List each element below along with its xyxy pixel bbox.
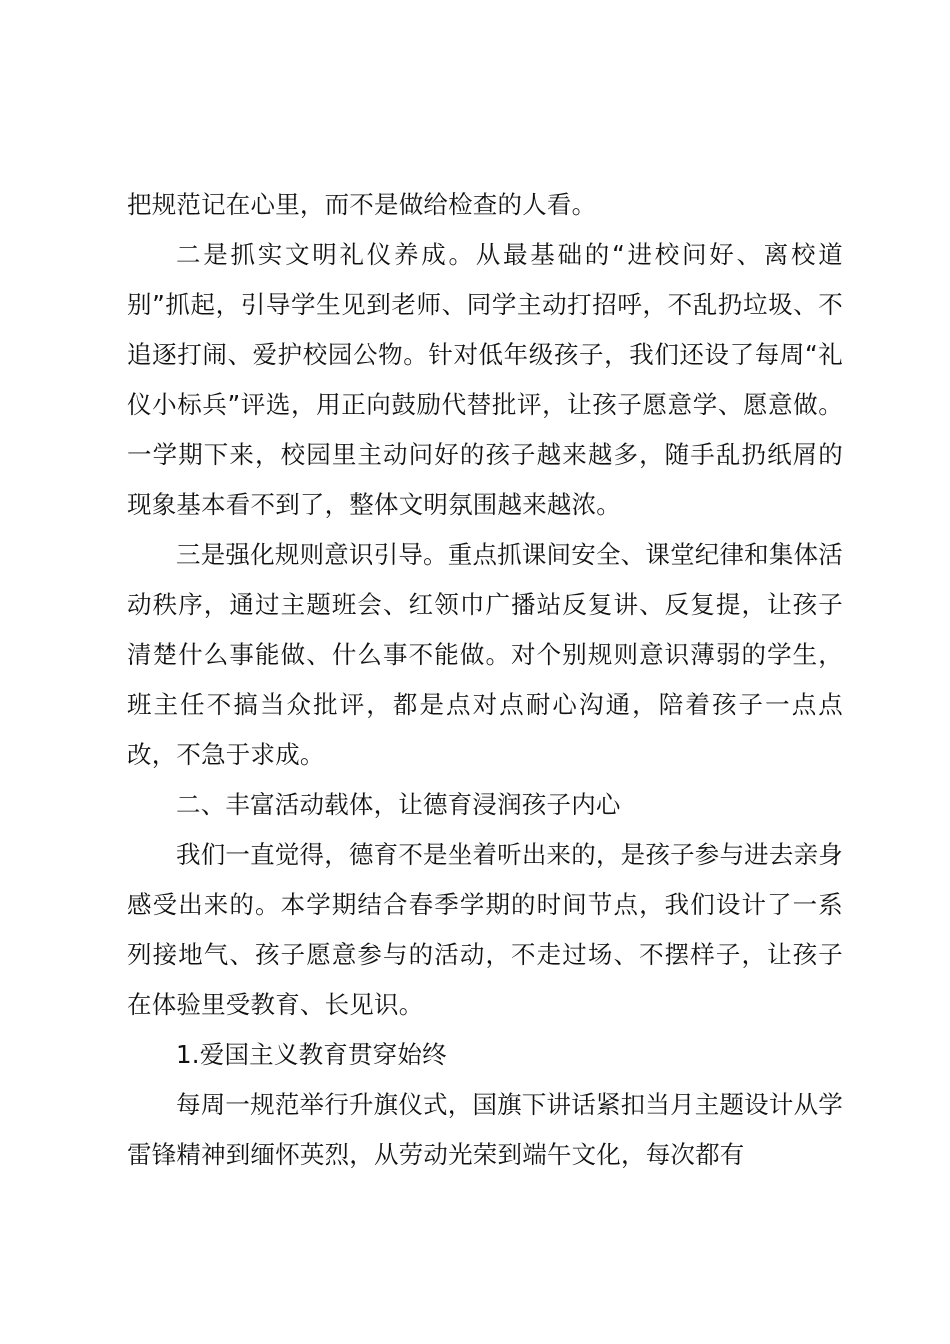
subsection-heading-patriotism: 1.爱国主义教育贯穿始终	[176, 1040, 447, 1069]
document-body	[127, 180, 843, 1180]
paragraph-continuation: 把规范记在心里，而不是做给检查的人看。	[127, 190, 597, 219]
section-heading-activities: 二、丰富活动载体，让德育浸润孩子内心	[176, 790, 621, 819]
paragraph-etiquette: 二是抓实文明礼仪养成。从最基础的“进校问好、离校道别”抓起，引导学生见到老师、同学主动打招呼，不乱扔垃圾、不追逐打闹、爱护校园公物。针对低年级孩子，我们还设了每周“礼仪小标兵”评选，用正向鼓励代替批评，让孩子愿意学、愿意做。一学期下来，校园里主动问好的孩子越来越多，随手乱扔纸屑的现象基本看不到了，整体文明氛围越来越浓。	[127, 240, 843, 519]
paragraph-rules-awareness: 三是强化规则意识引导。重点抓课间安全、课堂纪律和集体活动秩序，通过主题班会、红领巾广播站反复讲、反复提，让孩子清楚什么事能做、什么事不能做。对个别规则意识薄弱的学生，班主任不搞当众批评，都是点对点耐心沟通，陪着孩子一点点改，不急于求成。	[127, 540, 843, 769]
paragraph-activities-intro: 我们一直觉得，德育不是坐着听出来的，是孩子参与进去亲身感受出来的。本学期结合春季学期的时间节点，我们设计了一系列接地气、孩子愿意参与的活动，不走过场、不摆样子，让孩子在体验里受教育、长见识。	[127, 840, 843, 1019]
paragraph-flag-ceremony: 每周一规范举行升旗仪式，国旗下讲话紧扣当月主题设计从学雷锋精神到缅怀英烈，从劳动光荣到端午文化，每次都有	[127, 1090, 843, 1169]
